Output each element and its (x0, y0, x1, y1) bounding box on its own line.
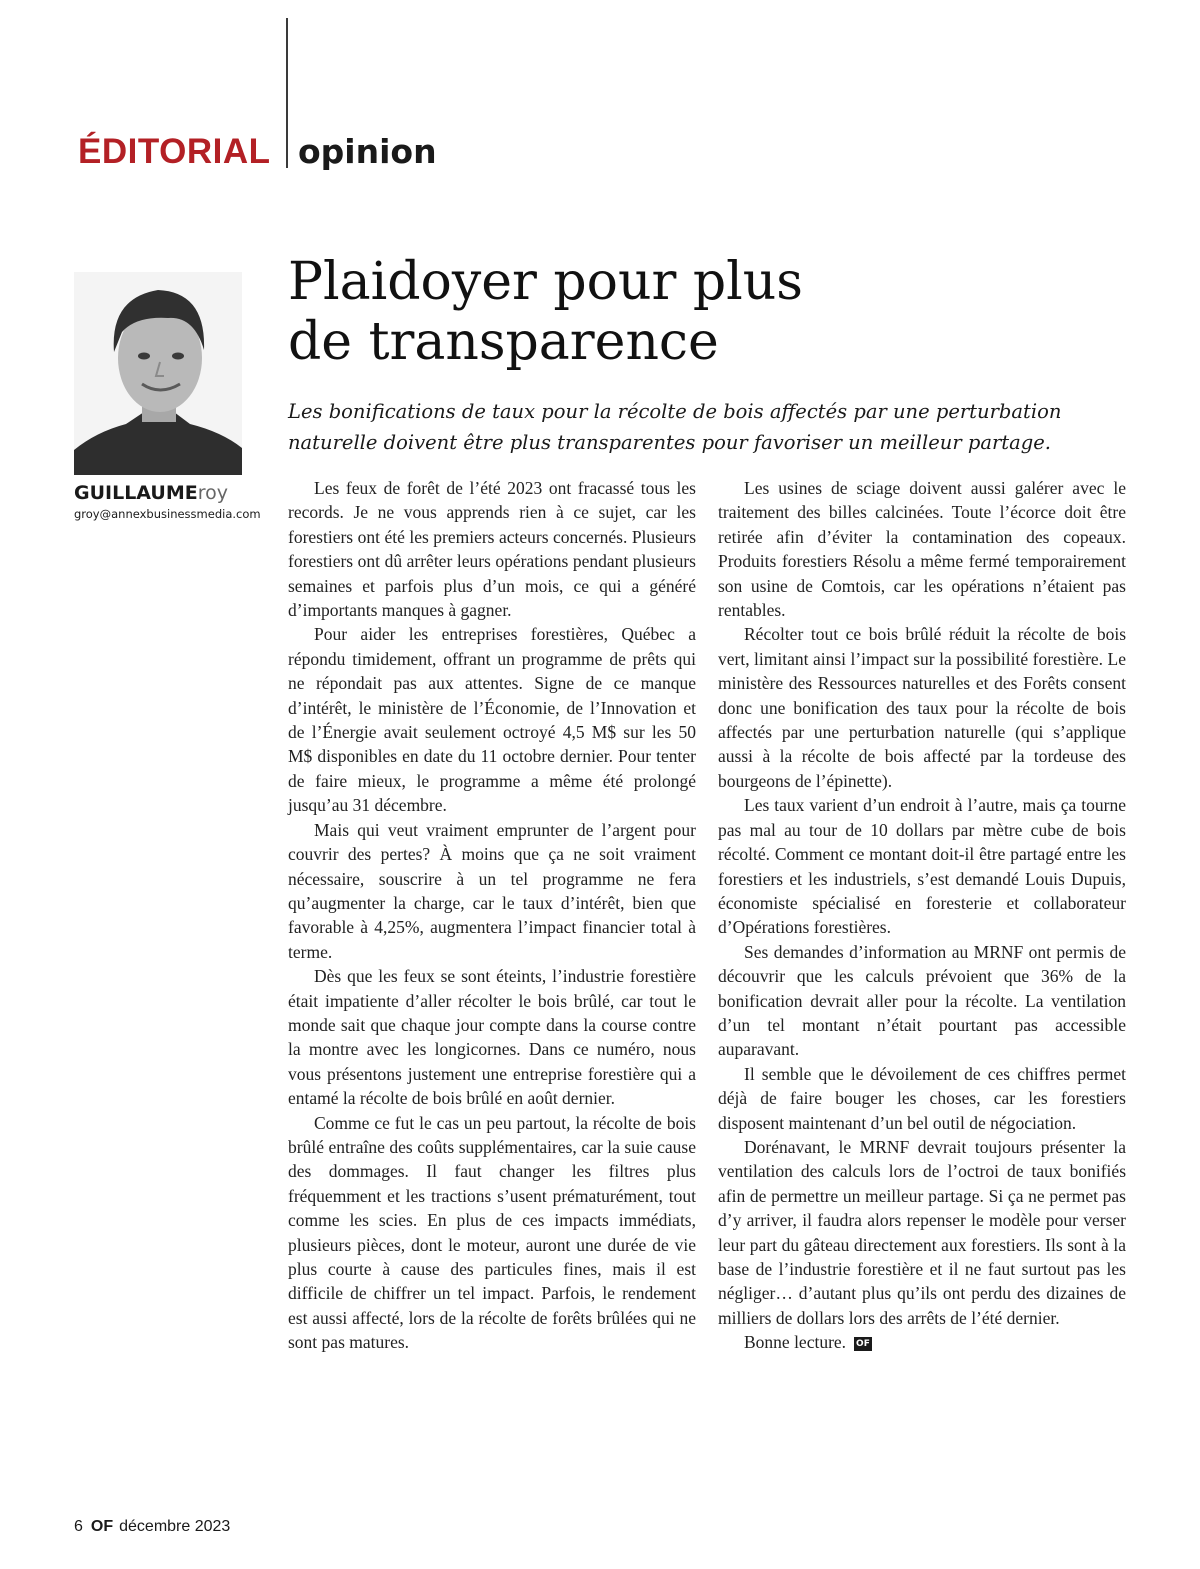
paragraph: Les feux de forêt de l’été 2023 ont fracassé tous les records. Je ne vous apprends rien à ce sujet, car les forestiers ont été les premiers acteurs concernés. Plusieurs forestiers ont dû arrêter leurs opérations pendant plusieurs semaines et parfois plus d’un mois, ce qui a généré d’importants manques à gagner. (288, 478, 696, 621)
paragraph: Pour aider les entreprises forestières, Québec a répondu timidement, offrant un programme de prêts qui ne répondait pas aux attentes. Signe de ce manque d’intérêt, le ministère de l’Économie, de l’Innovation et de l’Énergie avait seulement octroyé 4,5 M$ sur les 50 M$ disponibles en date du 11 octobre dernier. Pour tenter de faire mieux, le programme a même été prolongé jusqu’au 31 décembre. (288, 624, 696, 816)
paragraph: Récolter tout ce bois brûlé réduit la récolte de bois vert, limitant ainsi l’impact sur la possibilité forestière. Le ministère des Ressources naturelles et des Forêts consent donc une bonification des taux pour la récolte de bois affectés par une perturbation naturelle (qui s’applique aussi à la récolte de bois affecté par la tordeuse des bourgeons de l’épinette). (718, 624, 1126, 791)
end-mark-icon: OF (856, 1339, 870, 1350)
paragraph: Ses demandes d’information au MRNF ont permis de découvrir que les calculs prévoient que 36% de la bonification devrait aller pour la récolte. La ventilation d’un tel montant n’était pourtant pas accessible auparavant. (718, 941, 1126, 1060)
closing-paragraph (718, 1330, 1126, 1354)
section-label: ÉDITORIAL (78, 132, 271, 171)
deck-line-2: naturelle doivent être plus transparentes pour favoriser un meilleur partage. (288, 431, 1051, 454)
page-number: 6 (74, 1518, 83, 1535)
paragraph: Les usines de sciage doivent aussi galérer avec le traitement des billes calcinées. Toute l’écorce doit être retirée afin d’éviter la contamination des copeaux. Produits forestiers Résolu a même fermé temporairement son usine de Comtois, car les opérations n’étaient pas rentables. (718, 478, 1126, 621)
issue-date: décembre 2023 (119, 1518, 231, 1535)
article-deck (288, 396, 1168, 458)
article-title (288, 252, 1148, 372)
paragraph: Dès que les feux se sont éteints, l’industrie forestière était impatiente d’aller récolter le bois brûlé, car tout le monde sait que chaque jour compte dans la course contre la montre avec les longicornes. Dans ce numéro, nous vous présentons justement une entreprise forestière qui a entamé la récolte de bois brûlé en août dernier. (288, 966, 696, 1109)
title-line-2: de transparence (288, 312, 719, 372)
paragraph: Mais qui veut vraiment emprunter de l’argent pour couvrir des pertes? À moins que ça ne soit vraiment nécessaire, souscrire à un tel programme ne fera qu’augmenter la charge, car le taux d’intérêt, bien que favorable à 4,25%, augmentera l’impact financier total à terme. (288, 819, 696, 962)
paragraph: Dorénavant, le MRNF devrait toujours présenter la ventilation des calculs lors de l’octroi de taux bonifiés afin de permettre un meilleur partage. Si ça ne permet pas d’y arriver, il faudra alors repenser le modèle pour verser leur part du gâteau directement aux forestiers. Ils sont à la base de l’industrie forestière et il ne faut surtout pas les négliger… d’autant plus qu’ils ont perdu des dizaines de milliers de dollars lors des arrêts de l’été dernier. (718, 1136, 1126, 1328)
header-divider-line (286, 18, 288, 168)
paragraph: Comme ce fut le cas un peu partout, la récolte de bois brûlé entraîne des coûts supplémentaires, car la suie cause des dommages. Il faut changer les filtres plus fréquemment et les tractions s’usent prématurément, tout comme les scies. En plus de ces impacts immédiats, plusieurs pièces, dont le moteur, auront une durée de vie plus courte à cause des particules fines, mais il est difficile de chiffrer un tel impact. Parfois, le rendement est aussi affecté, lors de la récolte de forêts brûlées qui ne sont pas matures. (288, 1112, 696, 1353)
section-sublabel: opinion (298, 132, 437, 171)
author-photo (74, 272, 242, 475)
page-footer (74, 1518, 230, 1536)
author-last-name: roy (197, 482, 229, 504)
author-first-name: GUILLAUME (74, 482, 198, 504)
deck-line-1: Les bonifications de taux pour la récolte de bois affectés par une perturbation (288, 400, 1062, 423)
author-name (74, 482, 228, 504)
author-email: groy@annexbusinessmedia.com (74, 507, 261, 521)
author-portrait-icon (74, 272, 242, 475)
article-column-1 (288, 476, 696, 1355)
magazine-name: OF (90, 1518, 114, 1535)
article-column-2 (718, 476, 1126, 1355)
closing-text: Bonne lecture. (744, 1332, 847, 1353)
paragraph: Il semble que le dévoilement de ces chiffres permet déjà de faire bouger les choses, car les forestiers disposent maintenant d’un bel outil de négociation. (718, 1063, 1126, 1133)
title-line-1: Plaidoyer pour plus (288, 252, 803, 312)
paragraph: Les taux varient d’un endroit à l’autre, mais ça tourne pas mal au tour de 10 dollars par mètre cube de bois récolté. Comment ce montant doit-il être partagé entre les forestiers et les industriels, s’est demandé Louis Dupuis, économiste spécialisé en foresterie et collaborateur d’Opérations forestières. (718, 795, 1126, 938)
